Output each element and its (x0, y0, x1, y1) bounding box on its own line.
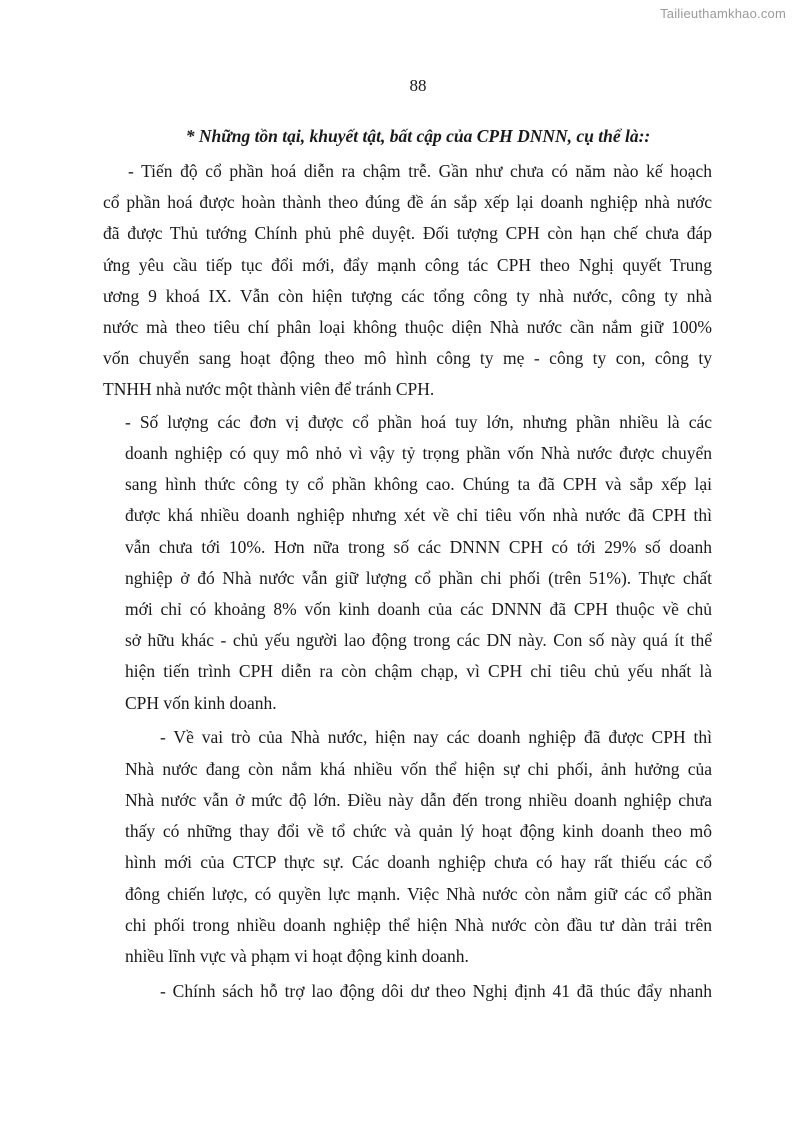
paragraph-line: hình mới của CTCP thực sự. Các doanh nghiệp chưa có hay rất thiếu các cổ (125, 852, 712, 872)
paragraph-line: - Chính sách hỗ trợ lao động dôi dư theo Nghị định 41 đã thúc đẩy nhanh (160, 981, 712, 1001)
page-number: 88 (409, 76, 427, 95)
paragraph-line: - Về vai trò của Nhà nước, hiện nay các doanh nghiệp đã được CPH thì (160, 727, 712, 747)
paragraph-line: Nhà nước đang còn nắm khá nhiều vốn thể hiện sự chi phối, ảnh hưởng của (125, 759, 712, 779)
paragraph-line: sở hữu khác - chủ yếu người lao động trong các DN này. Con số này quá ít thể (125, 630, 712, 650)
paragraph-line: nước mà theo tiêu chí phân loại không thuộc diện Nhà nước cần nắm giữ 100% (103, 317, 712, 337)
paragraph-line: ứng yêu cầu tiếp tục đổi mới, đẩy mạnh công tác CPH theo Nghị quyết Trung (103, 255, 712, 275)
paragraph-line: - Tiến độ cổ phần hoá diễn ra chậm trễ. Gần như chưa có năm nào kế hoạch (128, 161, 712, 181)
paragraph-line: mới chỉ có khoảng 8% vốn kinh doanh của các DNNN đã CPH thuộc về chủ (125, 599, 712, 619)
paragraph-line: doanh nghiệp có quy mô nhỏ vì vậy tỷ trọng phần vốn Nhà nước được chuyển (125, 443, 712, 463)
paragraph-line: CPH vốn kinh doanh. (125, 693, 277, 713)
paragraph-line: nghiệp ở đó Nhà nước vẫn giữ lượng cổ phần chi phối (trên 51%). Thực chất (125, 568, 712, 588)
section-heading: * Những tồn tại, khuyết tật, bất cập của CPH DNNN, cụ thể là:: (185, 126, 651, 146)
paragraph-line: đã được Thủ tướng Chính phủ phê duyệt. Đối tượng CPH còn hạn chế chưa đáp (103, 223, 712, 243)
paragraph-line: sang hình thức công ty cổ phần không cao. Chúng ta đã CPH và sắp xếp lại (125, 474, 712, 494)
paragraph-line: TNHH nhà nước một thành viên để tránh CPH. (103, 379, 435, 399)
paragraph-line: đông chiến lược, có quyền lực mạnh. Việc Nhà nước còn nắm giữ các cổ phần (125, 884, 712, 904)
paragraph-line: chi phối trong nhiều doanh nghiệp thể hiện Nhà nước còn đầu tư dàn trải trên (125, 915, 712, 935)
paragraph-line: vốn chuyển sang hoạt động theo mô hình công ty mẹ - công ty con, công ty (103, 348, 712, 368)
paragraph-line: vẫn chưa tới 10%. Hơn nữa trong số các DNNN CPH có tới 29% số doanh (125, 537, 712, 557)
paragraph-line: ương 9 khoá IX. Vẫn còn hiện tượng các tổng công ty nhà nước, công ty nhà (103, 286, 712, 306)
paragraph-line: cổ phần hoá được hoàn thành theo đúng đề án sắp xếp lại doanh nghiệp nhà nước (103, 192, 712, 212)
paragraph-line: nhiều lĩnh vực và phạm vi hoạt động kinh doanh. (125, 946, 469, 966)
paragraph-line: Nhà nước vẫn ở mức độ lớn. Điều này dẫn đến trong nhiều doanh nghiệp chưa (125, 790, 712, 810)
watermark: Tailieuthamkhao.com (660, 6, 786, 21)
paragraph-line: - Số lượng các đơn vị được cổ phần hoá tuy lớn, nhưng phần nhiều là các (125, 412, 712, 432)
paragraph-line: thấy có những thay đổi về tổ chức và quản lý hoạt động kinh doanh theo mô (125, 821, 712, 841)
paragraph-line: được khá nhiều doanh nghiệp nhưng xét về chỉ tiêu vốn nhà nước đã CPH thì (125, 505, 712, 525)
paragraph-line: hiện tiến trình CPH diễn ra còn chậm chạp, vì CPH chỉ tiêu chủ yếu nhất là (125, 661, 712, 681)
